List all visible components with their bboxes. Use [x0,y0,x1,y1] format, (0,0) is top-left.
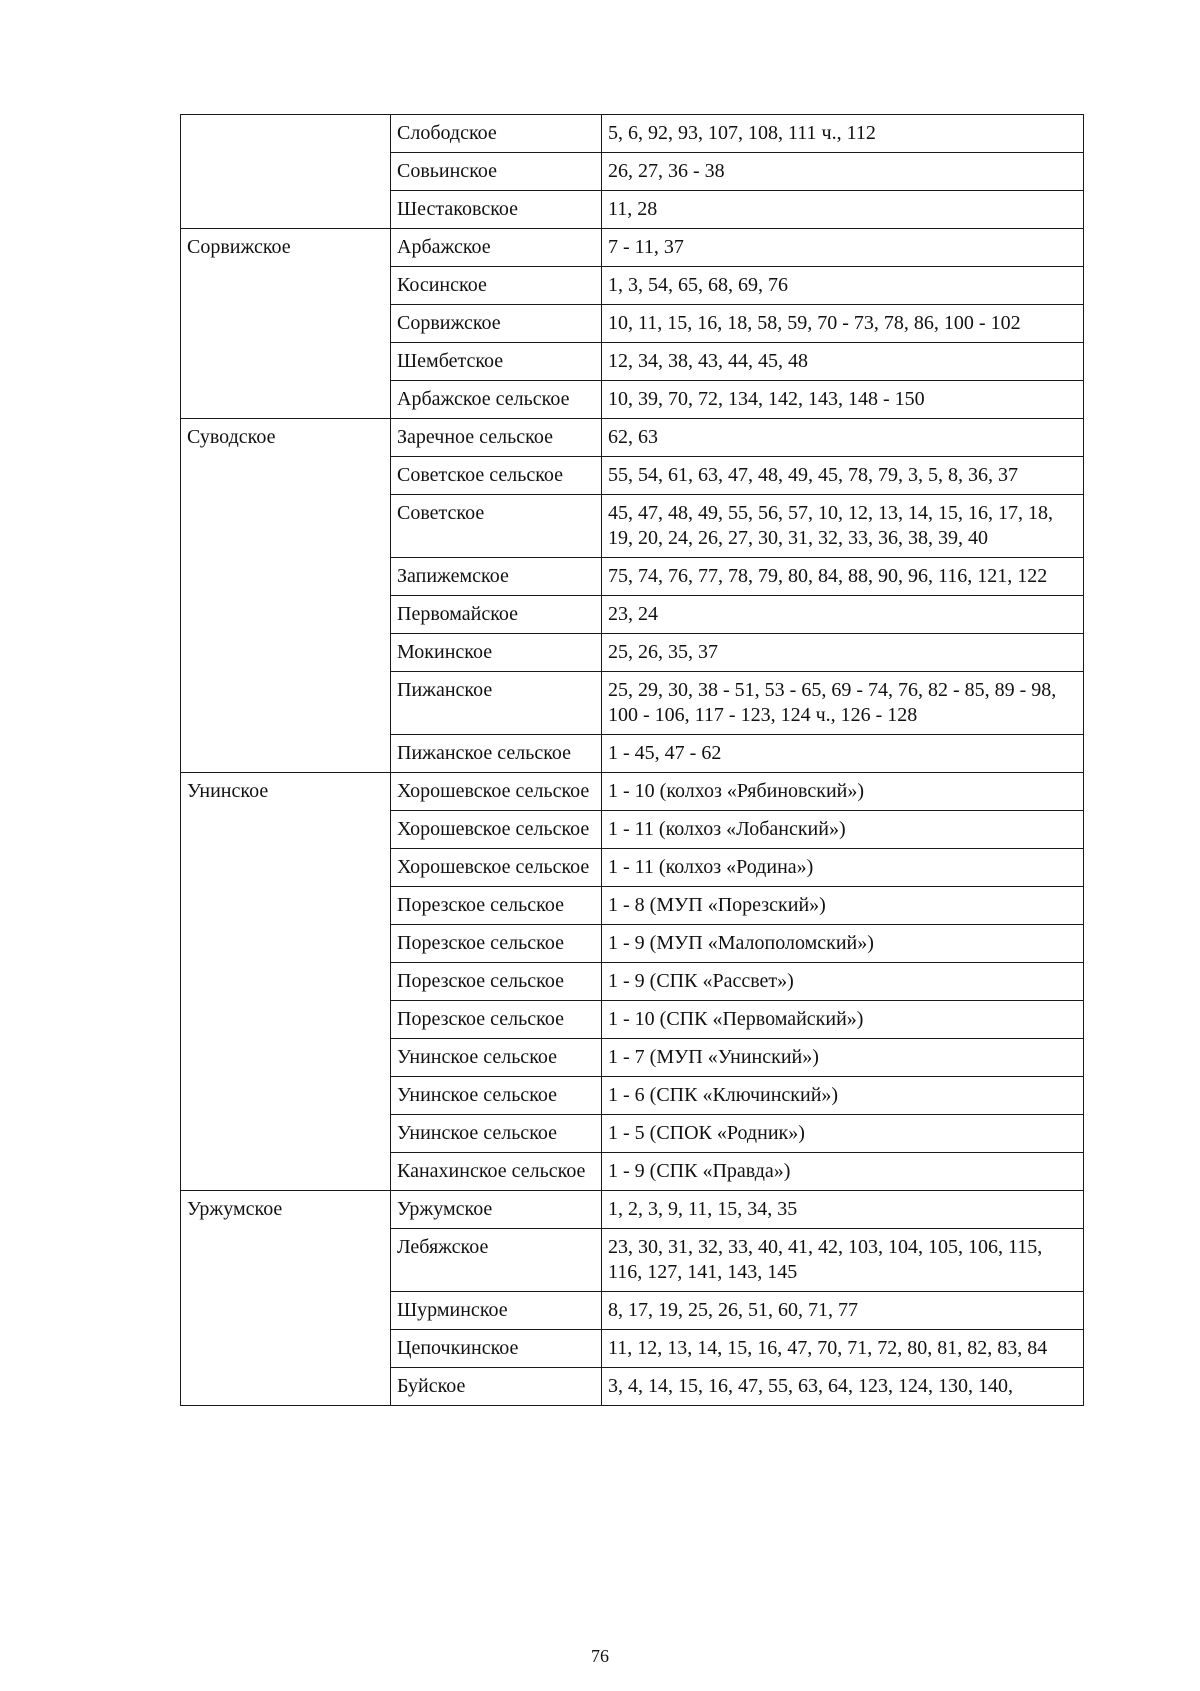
quarters-cell: 23, 30, 31, 32, 33, 40, 41, 42, 103, 104, 105, 106, 115, 116, 127, 141, 143, 145 [602,1229,1084,1292]
district-cell: Унинское [181,773,391,1191]
forestry-cell: Шембетское [391,343,602,381]
quarters-cell: 1 - 9 (СПК «Рассвет») [602,963,1084,1001]
forestry-cell: Запижемское [391,558,602,596]
quarters-cell: 25, 29, 30, 38 - 51, 53 - 65, 69 - 74, 76, 82 - 85, 89 - 98, 100 - 106, 117 - 123, 124 ч., 126 - 128 [602,672,1084,735]
table-row [181,773,1084,811]
quarters-cell: 1 - 45, 47 - 62 [602,735,1084,773]
quarters-cell: 3, 4, 14, 15, 16, 47, 55, 63, 64, 123, 124, 130, 140, [602,1368,1084,1406]
quarters-cell: 1 - 11 (колхоз «Родина») [602,849,1084,887]
forestry-cell: Порезское сельское [391,887,602,925]
quarters-cell: 1 - 10 (колхоз «Рябиновский») [602,773,1084,811]
quarters-cell: 8, 17, 19, 25, 26, 51, 60, 71, 77 [602,1292,1084,1330]
forestry-cell: Уржумское [391,1191,602,1229]
quarters-cell: 1 - 5 (СПОК «Родник») [602,1115,1084,1153]
forestry-cell: Совьинское [391,153,602,191]
forestry-cell: Унинское сельское [391,1039,602,1077]
quarters-cell: 10, 39, 70, 72, 134, 142, 143, 148 - 150 [602,381,1084,419]
district-cell: Сорвижское [181,229,391,419]
quarters-cell: 62, 63 [602,419,1084,457]
quarters-cell: 11, 28 [602,191,1084,229]
forestry-cell: Шурминское [391,1292,602,1330]
forestry-cell: Сорвижское [391,305,602,343]
district-cell: Суводское [181,419,391,773]
quarters-cell: 10, 11, 15, 16, 18, 58, 59, 70 - 73, 78, 86, 100 - 102 [602,305,1084,343]
forestry-cell: Пижанское сельское [391,735,602,773]
quarters-cell: 1 - 10 (СПК «Первомайский») [602,1001,1084,1039]
forestry-cell: Порезское сельское [391,925,602,963]
quarters-cell: 11, 12, 13, 14, 15, 16, 47, 70, 71, 72, 80, 81, 82, 83, 84 [602,1330,1084,1368]
forestry-cell: Шестаковское [391,191,602,229]
forestry-cell: Хорошевское сельское [391,849,602,887]
forestry-cell: Хорошевское сельское [391,811,602,849]
quarters-cell: 1 - 7 (МУП «Унинский») [602,1039,1084,1077]
forestry-cell: Канахинское сельское [391,1153,602,1191]
forestry-cell: Порезское сельское [391,963,602,1001]
table-body [181,115,1084,1406]
forestry-quarters-table [180,114,1084,1406]
forestry-cell: Цепочкинское [391,1330,602,1368]
forestry-cell: Лебяжское [391,1229,602,1292]
quarters-cell: 1, 2, 3, 9, 11, 15, 34, 35 [602,1191,1084,1229]
forestry-cell: Советское [391,495,602,558]
quarters-cell: 45, 47, 48, 49, 55, 56, 57, 10, 12, 13, 14, 15, 16, 17, 18, 19, 20, 24, 26, 27, 30, 31, 32, 33, 36, 38, 39, 40 [602,495,1084,558]
quarters-cell: 5, 6, 92, 93, 107, 108, 111 ч., 112 [602,115,1084,153]
forestry-cell: Буйское [391,1368,602,1406]
quarters-cell: 25, 26, 35, 37 [602,634,1084,672]
quarters-cell: 1 - 9 (СПК «Правда») [602,1153,1084,1191]
forestry-cell: Порезское сельское [391,1001,602,1039]
table-row [181,115,1084,153]
forestry-cell: Арбажское сельское [391,381,602,419]
district-cell: Уржумское [181,1191,391,1406]
table-row [181,1191,1084,1229]
quarters-cell: 55, 54, 61, 63, 47, 48, 49, 45, 78, 79, 3, 5, 8, 36, 37 [602,457,1084,495]
forestry-cell: Советское сельское [391,457,602,495]
forestry-cell: Унинское сельское [391,1115,602,1153]
table-row [181,229,1084,267]
forestry-cell: Пижанское [391,672,602,735]
quarters-cell: 23, 24 [602,596,1084,634]
quarters-cell: 26, 27, 36 - 38 [602,153,1084,191]
quarters-cell: 75, 74, 76, 77, 78, 79, 80, 84, 88, 90, 96, 116, 121, 122 [602,558,1084,596]
table-row [181,419,1084,457]
page-number: 76 [591,1646,609,1666]
forestry-cell: Хорошевское сельское [391,773,602,811]
forestry-cell: Слободское [391,115,602,153]
quarters-cell: 12, 34, 38, 43, 44, 45, 48 [602,343,1084,381]
quarters-cell: 1 - 11 (колхоз «Лобанский») [602,811,1084,849]
quarters-cell: 1 - 9 (МУП «Малополомский») [602,925,1084,963]
forestry-cell: Косинское [391,267,602,305]
quarters-cell: 1 - 6 (СПК «Ключинский») [602,1077,1084,1115]
forestry-cell: Арбажское [391,229,602,267]
quarters-cell: 1, 3, 54, 65, 68, 69, 76 [602,267,1084,305]
forestry-cell: Мокинское [391,634,602,672]
forestry-cell: Первомайское [391,596,602,634]
quarters-cell: 1 - 8 (МУП «Порезский») [602,887,1084,925]
forestry-cell: Унинское сельское [391,1077,602,1115]
quarters-cell: 7 - 11, 37 [602,229,1084,267]
forestry-cell: Заречное сельское [391,419,602,457]
district-cell [181,115,391,229]
